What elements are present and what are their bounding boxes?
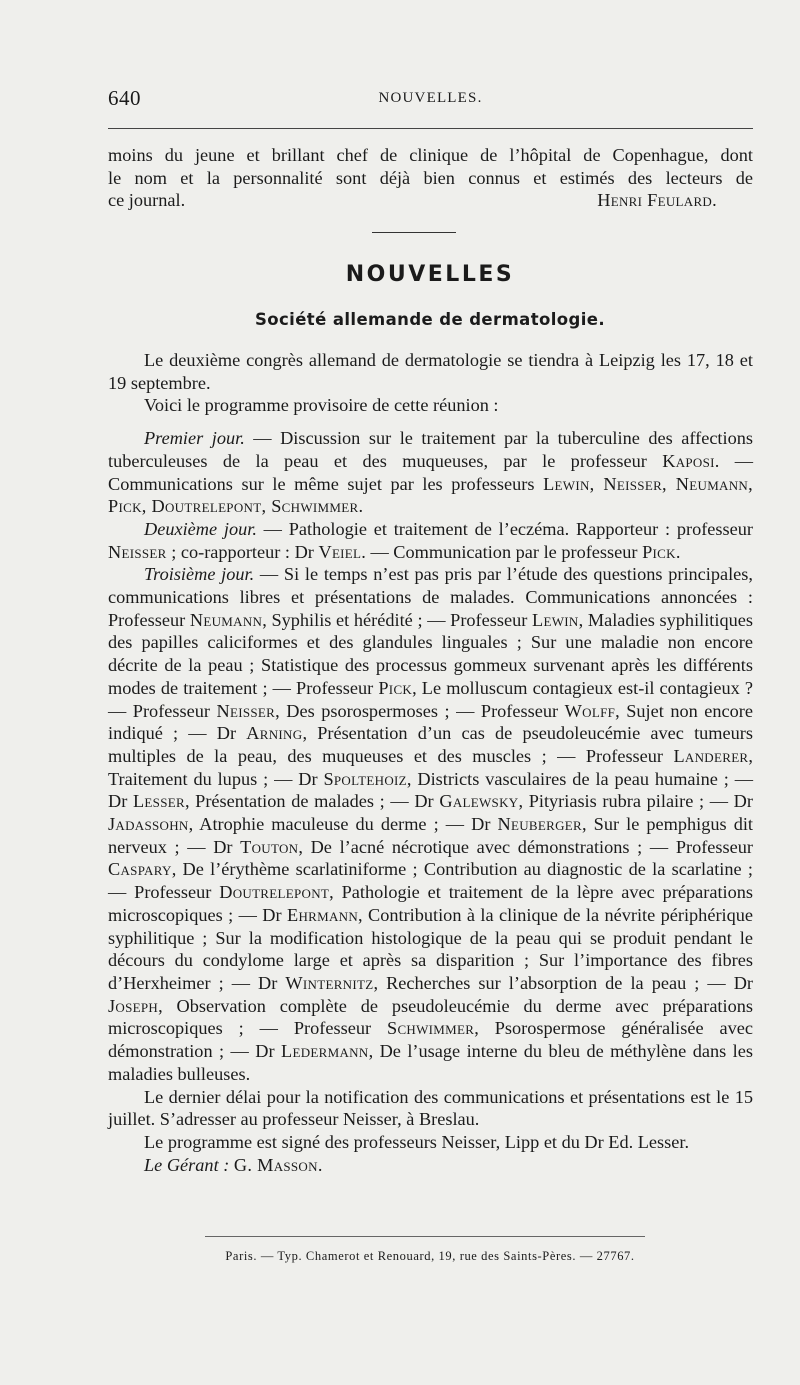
signatories-paragraph: Le programme est signé des professeurs Neisser, Lipp et du Dr Ed. Lesser.: [144, 1131, 690, 1152]
subsection-title: Société allemande de dermatologie.: [254, 310, 606, 329]
author-name: Neisser: [108, 541, 167, 562]
author-name: Neumann: [189, 609, 263, 630]
header-rule: [108, 128, 753, 129]
programme-intro: Voici le programme provisoire de cette réunion :: [144, 395, 499, 416]
author-name: Neuberger: [497, 814, 583, 835]
intro-last-line: [108, 189, 753, 212]
intro-line: le nom et la personnalité sont déjà bien connus et estimés des lecteurs de: [108, 167, 753, 188]
day-one-paragraph: Premier jour. — Discussion sur le traitement par la tuberculine des affections tuberculeuses de la peau et des muqueuses, par le professeur Kaposi. — Communications sur le même sujet par les professeurs Lewin, Neisser, Neumann, Pick, Doutrelepont, Schwimmer.: [108, 428, 753, 517]
author-name: Wolff: [564, 700, 616, 721]
footer-rule: [205, 1236, 645, 1237]
running-title: NOUVELLES.: [378, 90, 483, 106]
author-name: Kaposi: [662, 450, 715, 471]
signature-name: G. Masson.: [233, 1154, 323, 1175]
intro-line: moins du jeune et brillant chef de clinique de l’hôpital de Copenhague, dont: [108, 145, 753, 165]
manager-signature: [108, 1154, 753, 1177]
author-name: Ledermann: [281, 1041, 369, 1062]
intro-line: ce journal.: [108, 190, 186, 211]
author-name: Arning: [246, 723, 303, 744]
author-name: Pick: [378, 677, 413, 698]
author-name: Joseph: [108, 995, 159, 1016]
page-number: 640: [108, 86, 141, 110]
author-name: Ehrmann: [286, 904, 359, 925]
announcement-paragraph: Le deuxième congrès allemand de dermatologie se tiendra à Leipzig les 17, 18 et 19 septembre.: [108, 350, 753, 393]
signature-label: Le Gérant :: [144, 1154, 230, 1175]
article-body: [108, 349, 753, 1176]
author-name: Spoltehoiz: [323, 768, 407, 789]
section-divider: [372, 232, 456, 233]
author-name: Winternitz: [285, 972, 374, 993]
day-label: Deuxième jour.: [144, 518, 257, 539]
day-two-paragraph: Deuxième jour. — Pathologie et traitement de l’eczéma. Rapporteur : professeur Neisser ; co-rapporteur : Dr Veiel. — Communication par le professeur Pick.: [108, 518, 753, 562]
author-name: Doutrelepont: [219, 882, 330, 903]
author-name: Veiel: [318, 541, 362, 562]
day-label: Premier jour.: [144, 428, 245, 449]
author-name: Galewsky: [439, 791, 519, 812]
intro-paragraph: [108, 144, 753, 212]
day-three-paragraph: Troisième jour. — Si le temps n’est pas pris par l’étude des questions principales, communications libres et présentations de malades. Communications annoncées : Professeur Neumann, Syphilis et hérédité ; — Professeur Lewin, Maladies syphilitiques des papilles caliciformes et des glandules linguales ; Sur une maladie non encore décrite de la peau ; Statistique des processus gommeux survenant après les différents modes de traitement ; — Professeur Pick, Le molluscum contagieux est-il contagieux ? — Professeur Neisser, Des psorospermoses ; — Professeur Wolff, Sujet non encore indiqué ; — Dr Arning, Présentation d’un cas de pseudoleucémie avec tumeurs multiples de la peau, des muqueuses et des muscles ; — Professeur Landerer, Traitement du lupus ; — Dr Spoltehoiz, Districts vasculaires de la peau humaine ; — Dr Lesser, Présentation de malades ; — Dr Galewsky, Pityriasis rubra pilaire ; — Dr Jadassohn, Atrophie maculeuse du derme ; — Dr Neuberger, Sur le pemphigus dit nerveux ; — Dr Touton, De l’acné nécrotique avec démonstrations ; — Professeur Caspary, De l’érythème scarlatiniforme ; Contribution au diagnostic de la scarlatine ; — Professeur Doutrelepont, Pathologie et traitement de la lèpre avec préparations microscopiques ; — Dr Ehrmann, Contribution à la clinique de la névrite périphérique syphilitique ; Sur la modification histologique de la peau qui se produit pendant le décours du condylome large et après sa disparition ; Sur l’importance des fibres d’Herxheimer ; — Dr Winternitz, Recherches sur l’absorption de la peau ; — Dr Joseph, Observation complète de pseudoleucémie du derme avec préparations microscopiques ; — Professeur Schwimmer, Psorospermose généralisée avec démonstration ; — Dr Ledermann, De l’usage interne du bleu de méthylène dans les maladies bulleuses.: [108, 564, 754, 1084]
intro-author: Henri Feulard.: [597, 190, 717, 211]
printer-imprint: Paris. — Typ. Chamerot et Renouard, 19, rue des Saints-Pères. — 27767.: [225, 1249, 635, 1263]
author-name: Lewin, Neisser, Neumann, Pick, Doutrelepont, Schwimmer: [108, 473, 753, 517]
author-name: Caspary: [108, 859, 172, 880]
author-name: Lewin: [532, 609, 579, 630]
author-name: Lesser: [132, 791, 185, 812]
author-name: Jadassohn: [108, 814, 189, 835]
author-name: Pick: [642, 541, 676, 562]
section-title: NOUVELLES: [345, 262, 515, 287]
deadline-paragraph: Le dernier délai pour la notification des communications et présentations est le 15 juillet. S’adresser au professeur Neisser, à Breslau.: [108, 1086, 753, 1130]
author-name: Touton: [240, 836, 299, 857]
running-head: [108, 86, 753, 114]
day-label: Troisième jour.: [144, 564, 255, 585]
author-name: Landerer: [673, 745, 749, 766]
author-name: Neisser: [216, 700, 276, 721]
author-name: Schwimmer: [386, 1018, 475, 1039]
